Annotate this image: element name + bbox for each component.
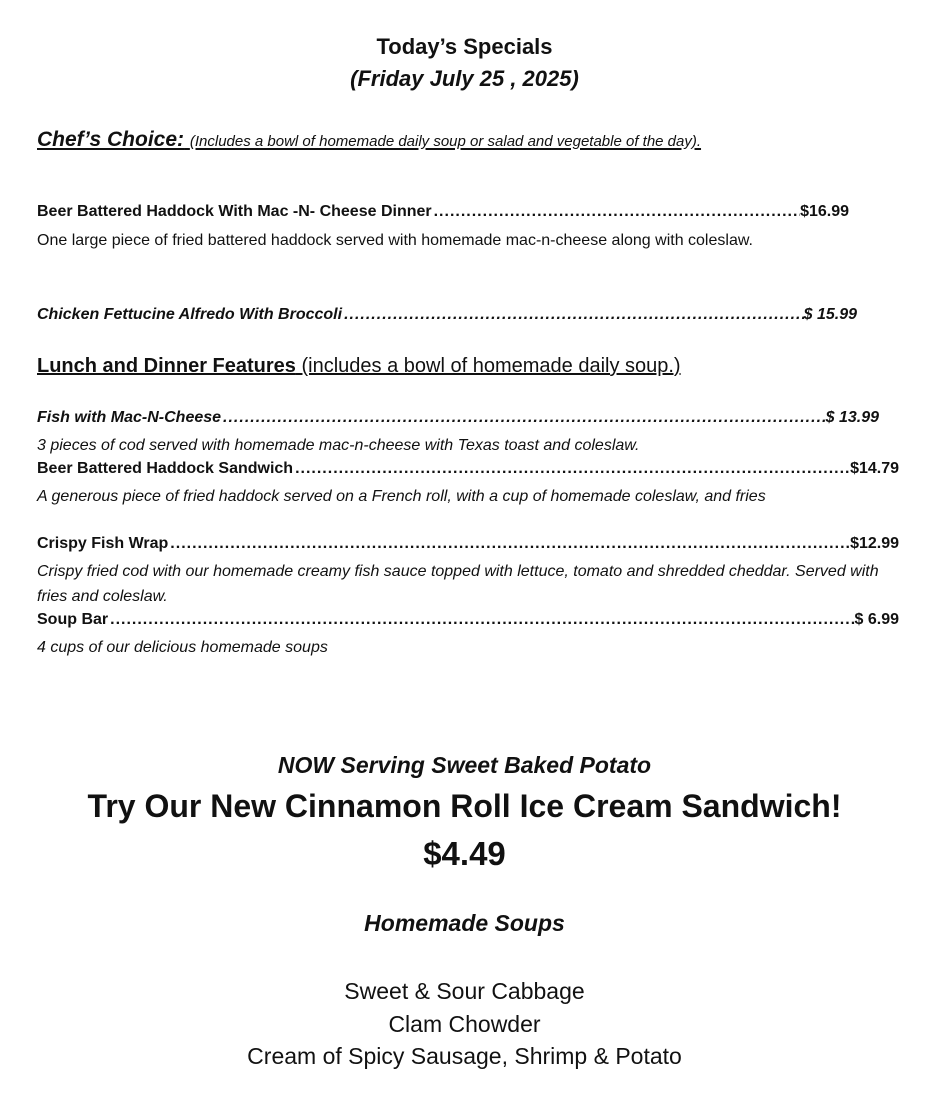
menu-item-haddock-dinner — [37, 203, 849, 221]
now-serving-banner: NOW Serving Sweet Baked Potato — [277, 752, 652, 778]
item-description: 3 pieces of cod served with homemade mac-n-cheese with Texas toast and coleslaw. — [37, 437, 640, 454]
page-title: Today’s Specials — [376, 34, 553, 59]
dot-leader — [221, 409, 826, 427]
soup-item: Cream of Spicy Sausage, Shrimp & Potato — [247, 1043, 682, 1069]
chefs-choice-heading — [37, 128, 701, 152]
page-date: (Friday July 25 , 2025) — [350, 66, 579, 91]
item-description: A generous piece of fried haddock served on a French roll, with a cup of homemade coleslaw, and fries — [37, 488, 766, 505]
item-description: 4 cups of our delicious homemade soups — [37, 639, 328, 656]
menu-item-chicken-alfredo — [37, 306, 857, 324]
item-name: Soup Bar — [37, 611, 109, 628]
item-price: $ 6.99 — [854, 611, 899, 628]
soups-heading: Homemade Soups — [364, 910, 565, 936]
chefs-choice-note: (Includes a bowl of homemade daily soup or salad and vegetable of the day). — [189, 133, 702, 150]
item-price: $ 15.99 — [803, 306, 857, 323]
item-name: Beer Battered Haddock With Mac -N- Cheese Dinner — [37, 203, 432, 220]
item-price: $14.79 — [850, 460, 899, 477]
item-name: Fish with Mac-N-Cheese — [37, 409, 222, 426]
lunch-dinner-heading — [37, 355, 681, 378]
chefs-choice-title: Chef’s Choice: — [37, 128, 185, 151]
soup-item: Sweet & Sour Cabbage — [344, 978, 585, 1004]
promo-headline: Try Our New Cinnamon Roll Ice Cream Sandwich! — [87, 788, 842, 824]
menu-item-soup-bar — [37, 611, 899, 629]
item-price: $16.99 — [800, 203, 849, 220]
dot-leader — [432, 203, 800, 221]
dot-leader — [342, 306, 804, 324]
menu-item-fish-mac — [37, 409, 879, 427]
item-name: Crispy Fish Wrap — [37, 535, 169, 552]
item-description: One large piece of fried battered haddock served with homemade mac-n-cheese along with coleslaw. — [37, 232, 753, 249]
item-name: Beer Battered Haddock Sandwich — [37, 460, 294, 477]
promo-price: $4.49 — [423, 835, 506, 872]
menu-item-haddock-sandwich — [37, 460, 899, 478]
dot-leader — [168, 535, 850, 553]
lunch-dinner-title: Lunch and Dinner Features — [37, 355, 296, 377]
item-price: $12.99 — [850, 535, 899, 552]
soup-item: Clam Chowder — [388, 1011, 541, 1037]
item-price: $ 13.99 — [825, 409, 879, 426]
menu-item-crispy-fish-wrap — [37, 535, 899, 553]
lunch-dinner-note: (includes a bowl of homemade daily soup.) — [301, 355, 681, 377]
item-name: Chicken Fettucine Alfredo With Broccoli — [37, 306, 343, 323]
dot-leader — [108, 611, 854, 629]
dot-leader — [293, 460, 850, 478]
item-description: Crispy fried cod with our homemade creamy fish sauce topped with lettuce, tomato and shredded cheddar. Served with fries and coleslaw. — [37, 563, 879, 605]
